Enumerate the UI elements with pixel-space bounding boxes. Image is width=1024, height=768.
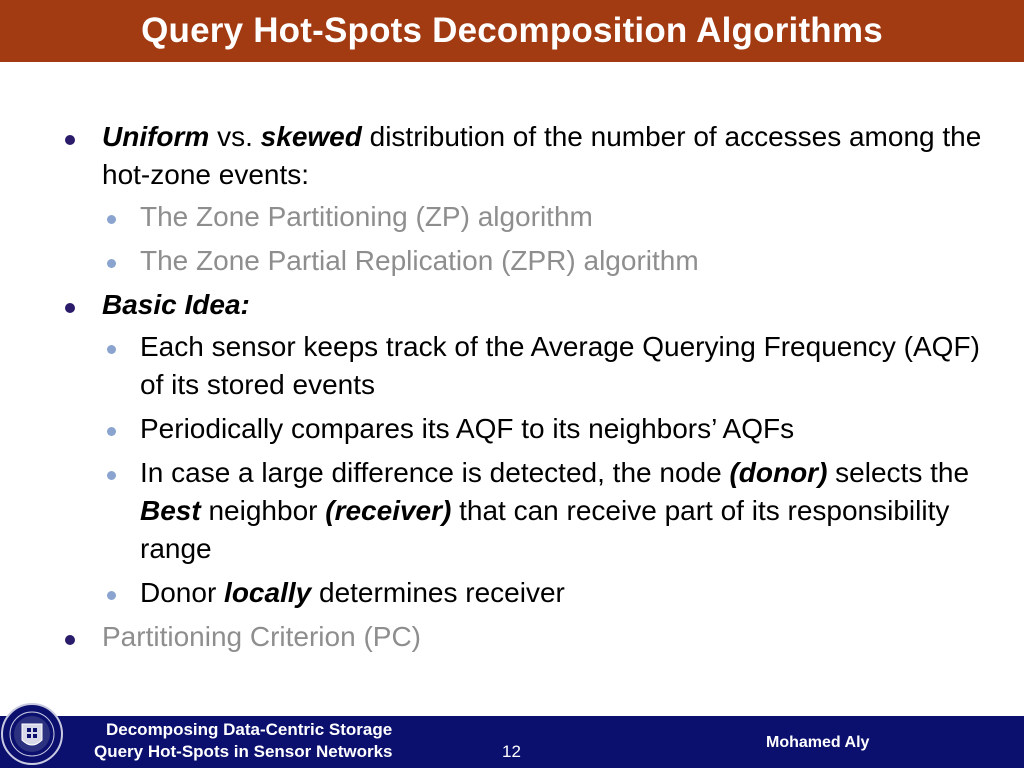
subbullet-aqf	[0, 328, 1024, 404]
text-vs: vs.	[209, 121, 261, 152]
sub-bullet-dot-icon	[107, 591, 116, 600]
sub-bullet-dot-icon	[107, 259, 116, 268]
text-responsibility: that can receive part of its responsibility range	[140, 495, 950, 564]
text-large-diff: In case a large difference is detected, the node	[140, 457, 730, 488]
term-receiver: (receiver)	[325, 495, 452, 526]
bullet-uniform-vs-skewed	[0, 118, 1024, 194]
university-seal-icon	[0, 702, 64, 766]
basic-idea-label: Basic Idea:	[102, 289, 250, 320]
slide-content	[0, 118, 1024, 660]
page-number: 12	[502, 742, 521, 761]
term-best: Best	[140, 495, 201, 526]
text-zp: The Zone Partitioning (ZP) algorithm	[140, 201, 593, 232]
term-locally: locally	[224, 577, 312, 608]
footer-author: Mohamed Aly	[766, 734, 870, 751]
bullet-partitioning-criterion	[0, 618, 1024, 656]
title-bar	[0, 0, 1024, 62]
sub-bullet-dot-icon	[107, 471, 116, 480]
subbullet-locally	[0, 574, 1024, 612]
text-determines: determines receiver	[311, 577, 565, 608]
subbullet-zpr	[0, 242, 1024, 280]
bullet-basic-idea	[0, 286, 1024, 324]
footer-bar	[0, 716, 1024, 768]
bullet-dot-icon	[65, 135, 75, 145]
text-selects: selects the	[827, 457, 970, 488]
footer-title-line2: Query Hot-Spots in Sensor Networks	[94, 742, 393, 761]
term-uniform: Uniform	[102, 121, 210, 152]
text-zpr: The Zone Partial Replication (ZPR) algorithm	[140, 245, 699, 276]
text-aqf: Each sensor keeps track of the Average Querying Frequency (AQF) of its stored events	[140, 331, 980, 400]
text-pc: Partitioning Criterion (PC)	[102, 621, 421, 652]
term-skewed: skewed	[260, 121, 362, 152]
subbullet-compare	[0, 410, 1024, 448]
text-donor: Donor	[140, 577, 225, 608]
subbullet-donor-receiver	[0, 454, 1024, 568]
slide-title: Query Hot-Spots Decomposition Algorithms	[141, 11, 883, 50]
footer-title-line1: Decomposing Data-Centric Storage	[106, 720, 393, 739]
text-compare: Periodically compares its AQF to its neighbors’ AQFs	[140, 413, 795, 444]
text-distribution: distribution of the number of accesses among the hot-zone events:	[102, 121, 982, 190]
sub-bullet-dot-icon	[107, 345, 116, 354]
bullet-dot-icon	[65, 303, 75, 313]
sub-bullet-dot-icon	[107, 215, 116, 224]
subbullet-zp	[0, 198, 1024, 236]
text-neighbor: neighbor	[200, 495, 326, 526]
bullet-dot-icon	[65, 635, 75, 645]
sub-bullet-dot-icon	[107, 427, 116, 436]
term-donor: (donor)	[729, 457, 828, 488]
